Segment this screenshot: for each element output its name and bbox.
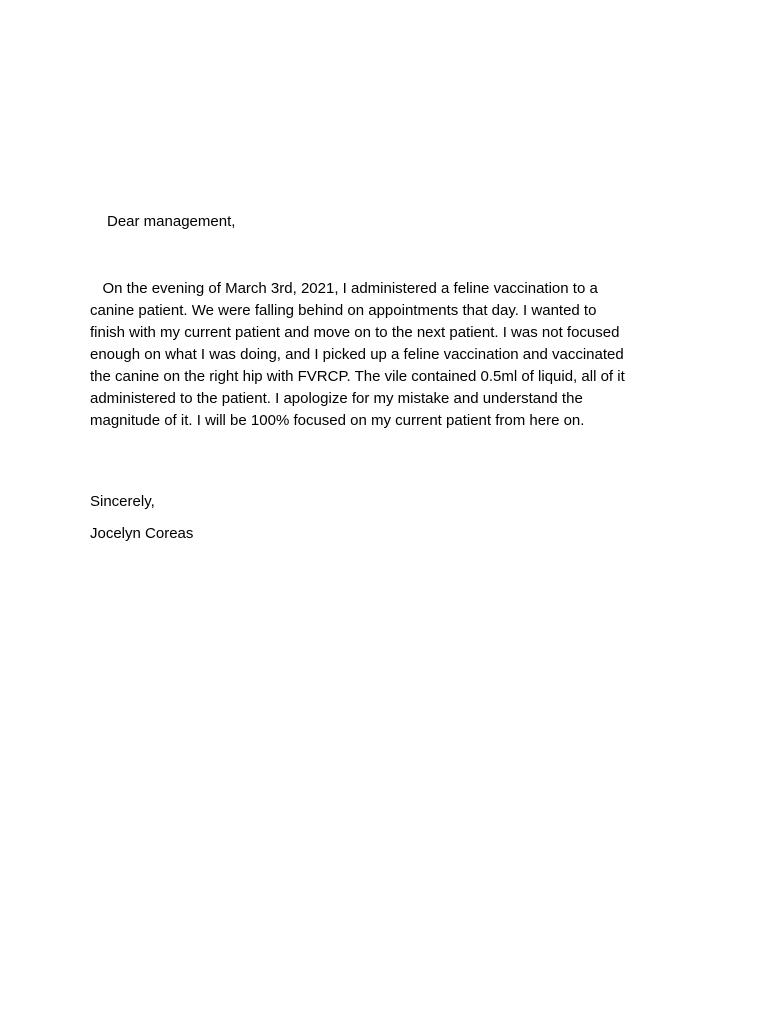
body-line: magnitude of it. I will be 100% focused on my current patient from here on.: [90, 412, 585, 429]
body-line: On the evening of March 3rd, 2021, I administered a feline vaccination to a: [90, 280, 598, 297]
body-line: canine patient. We were falling behind on appointments that day. I wanted to: [90, 302, 597, 319]
salutation: Dear management,: [107, 213, 236, 230]
body-line: the canine on the right hip with FVRCP. The vile contained 0.5ml of liquid, all of it: [90, 368, 625, 385]
body-line: finish with my current patient and move on to the next patient. I was not focused: [90, 324, 620, 341]
body-line: enough on what I was doing, and I picked up a feline vaccination and vaccinated: [90, 346, 624, 363]
closing: Sincerely,: [90, 493, 155, 510]
body-line: administered to the patient. I apologize for my mistake and understand the: [90, 390, 583, 407]
signature: Jocelyn Coreas: [90, 525, 194, 542]
